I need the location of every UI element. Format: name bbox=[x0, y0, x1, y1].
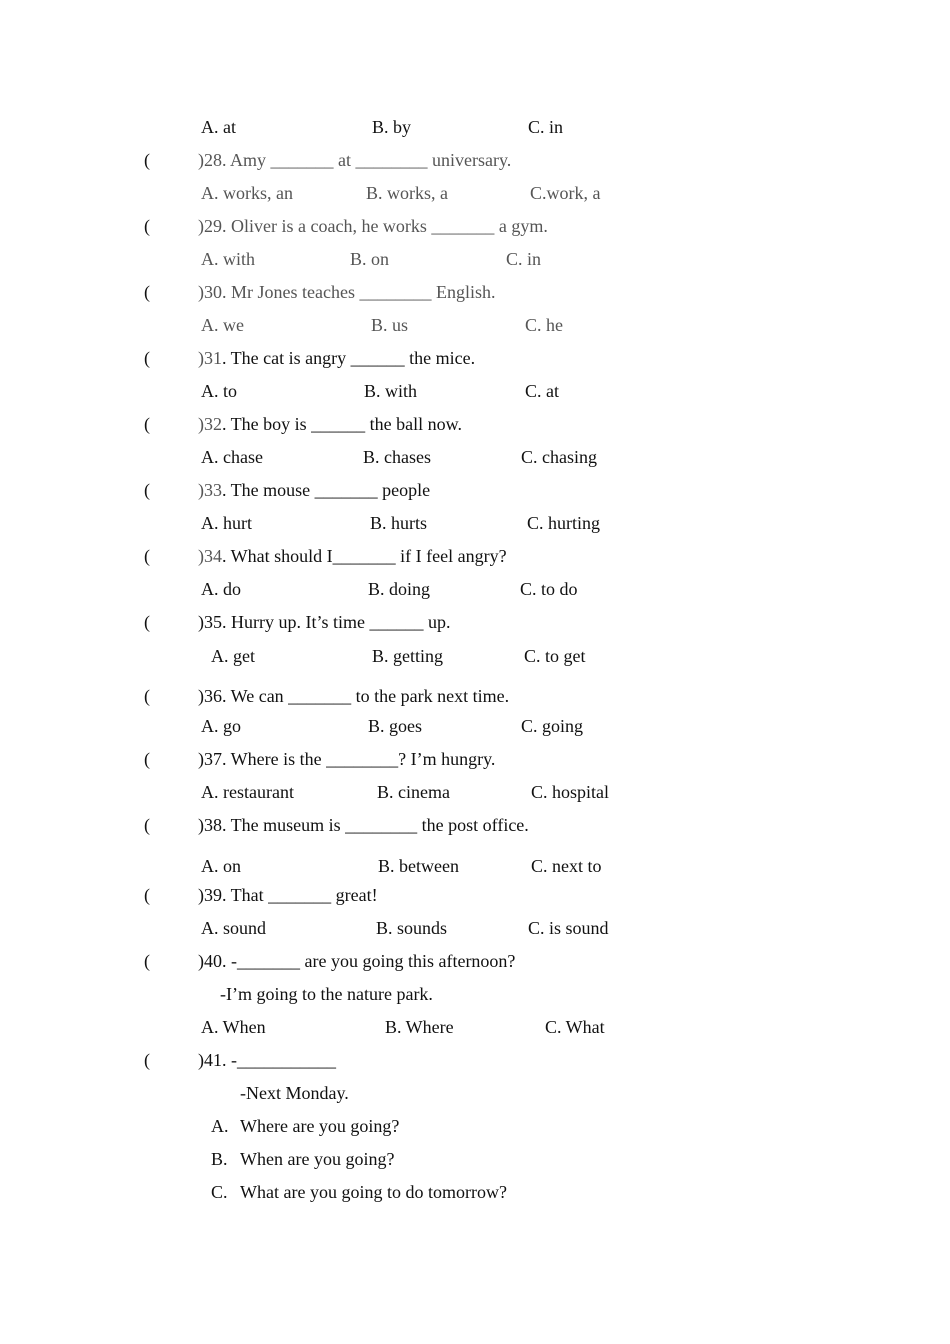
q40-stem: )40. -_______ are you going this afternoon? bbox=[198, 951, 516, 971]
q39-option-b: B. sounds bbox=[376, 918, 448, 938]
q28-option-b: B. works, a bbox=[366, 183, 448, 203]
q33-option-a: A. hurt bbox=[201, 513, 252, 533]
q33-paren: ( bbox=[144, 480, 150, 500]
q30-paren: ( bbox=[144, 282, 150, 302]
q40-option-c: C. What bbox=[545, 1017, 605, 1037]
q31-option-b: B. with bbox=[364, 381, 418, 401]
q34-option-c: C. to do bbox=[520, 579, 578, 599]
q35-option-a: A. get bbox=[211, 646, 255, 666]
q41-option-c: What are you going to do tomorrow? bbox=[240, 1182, 507, 1202]
q31-option-c: C. at bbox=[525, 381, 559, 401]
q37-stem: )37. Where is the ________? I’m hungry. bbox=[198, 749, 496, 769]
q32-text: . The boy is ______ the ball now. bbox=[222, 414, 462, 434]
q38-stem: )38. The museum is ________ the post office. bbox=[198, 815, 529, 835]
q40-paren: ( bbox=[144, 951, 150, 971]
q36-stem: )36. We can _______ to the park next time. bbox=[198, 686, 510, 706]
q41-option-c-letter: C. bbox=[211, 1182, 228, 1202]
q38-paren: ( bbox=[144, 815, 150, 835]
q29-option-a: A. with bbox=[201, 249, 255, 269]
q30-option-a: A. we bbox=[201, 315, 244, 335]
q33-stem bbox=[198, 479, 430, 501]
q34-number: )34 bbox=[198, 546, 222, 566]
q37-option-b: B. cinema bbox=[377, 782, 450, 802]
q35-option-c: C. to get bbox=[524, 646, 586, 666]
q30-stem: )30. Mr Jones teaches ________ English. bbox=[198, 282, 496, 302]
q27-option-a: A. at bbox=[201, 117, 236, 137]
q32-number: )32 bbox=[198, 414, 222, 434]
q41-option-b: When are you going? bbox=[240, 1149, 395, 1169]
q34-paren: ( bbox=[144, 546, 150, 566]
q36-option-b: B. goes bbox=[368, 716, 422, 736]
q32-option-b: B. chases bbox=[363, 447, 431, 467]
q41-paren: ( bbox=[144, 1050, 150, 1070]
q32-option-c: C. chasing bbox=[521, 447, 597, 467]
q33-text: . The mouse _______ people bbox=[222, 480, 431, 500]
q31-stem bbox=[198, 347, 475, 369]
q33-option-b: B. hurts bbox=[370, 513, 428, 533]
q39-stem: )39. That _______ great! bbox=[198, 885, 378, 905]
q34-text: . What should I_______ if I feel angry? bbox=[222, 546, 507, 566]
q41-reply: -Next Monday. bbox=[240, 1083, 349, 1103]
q28-option-c: C.work, a bbox=[530, 183, 601, 203]
q38-option-b: B. between bbox=[378, 856, 459, 876]
q28-paren: ( bbox=[144, 150, 150, 170]
q39-paren: ( bbox=[144, 885, 150, 905]
q28-stem: )28. Amy _______ at ________ universary. bbox=[198, 150, 512, 170]
q30-option-b: B. us bbox=[371, 315, 409, 335]
q33-number: )33 bbox=[198, 480, 222, 500]
q39-option-a: A. sound bbox=[201, 918, 267, 938]
q29-paren: ( bbox=[144, 216, 150, 236]
q40-option-a: A. When bbox=[201, 1017, 266, 1037]
q32-paren: ( bbox=[144, 414, 150, 434]
q34-option-a: A. do bbox=[201, 579, 241, 599]
q37-option-c: C. hospital bbox=[531, 782, 610, 802]
q31-paren: ( bbox=[144, 348, 150, 368]
q39-option-c: C. is sound bbox=[528, 918, 609, 938]
q32-stem bbox=[198, 413, 462, 435]
q32-option-a: A. chase bbox=[201, 447, 263, 467]
q27-option-c: C. in bbox=[528, 117, 564, 137]
q40-option-b: B. Where bbox=[385, 1017, 454, 1037]
q37-option-a: A. restaurant bbox=[201, 782, 294, 802]
q37-paren: ( bbox=[144, 749, 150, 769]
q35-option-b: B. getting bbox=[372, 646, 443, 666]
q30-option-c: C. he bbox=[525, 315, 563, 335]
q28-option-a: A. works, an bbox=[201, 183, 293, 203]
q27-option-b: B. by bbox=[372, 117, 412, 137]
q33-option-c: C. hurting bbox=[527, 513, 601, 533]
q41-option-a: Where are you going? bbox=[240, 1116, 400, 1136]
q31-option-a: A. to bbox=[201, 381, 237, 401]
q36-option-c: C. going bbox=[521, 716, 584, 736]
q29-stem: )29. Oliver is a coach, he works _______ a gym. bbox=[198, 216, 548, 236]
q38-option-c: C. next to bbox=[531, 856, 602, 876]
q40-reply: -I’m going to the nature park. bbox=[220, 984, 433, 1004]
q41-option-b-letter: B. bbox=[211, 1149, 228, 1169]
q38-option-a: A. on bbox=[201, 856, 241, 876]
q31-number: )31 bbox=[198, 348, 222, 368]
q35-stem: )35. Hurry up. It’s time ______ up. bbox=[198, 612, 451, 632]
q41-stem: )41. -___________ bbox=[198, 1050, 336, 1070]
q41-option-a-letter: A. bbox=[211, 1116, 229, 1136]
q29-option-c: C. in bbox=[506, 249, 542, 269]
q34-option-b: B. doing bbox=[368, 579, 431, 599]
q35-paren: ( bbox=[144, 612, 150, 632]
q29-option-b: B. on bbox=[350, 249, 390, 269]
q34-stem bbox=[198, 545, 507, 567]
q31-text: . The cat is angry ______ the mice. bbox=[222, 348, 476, 368]
q36-option-a: A. go bbox=[201, 716, 241, 736]
q36-paren: ( bbox=[144, 686, 150, 706]
